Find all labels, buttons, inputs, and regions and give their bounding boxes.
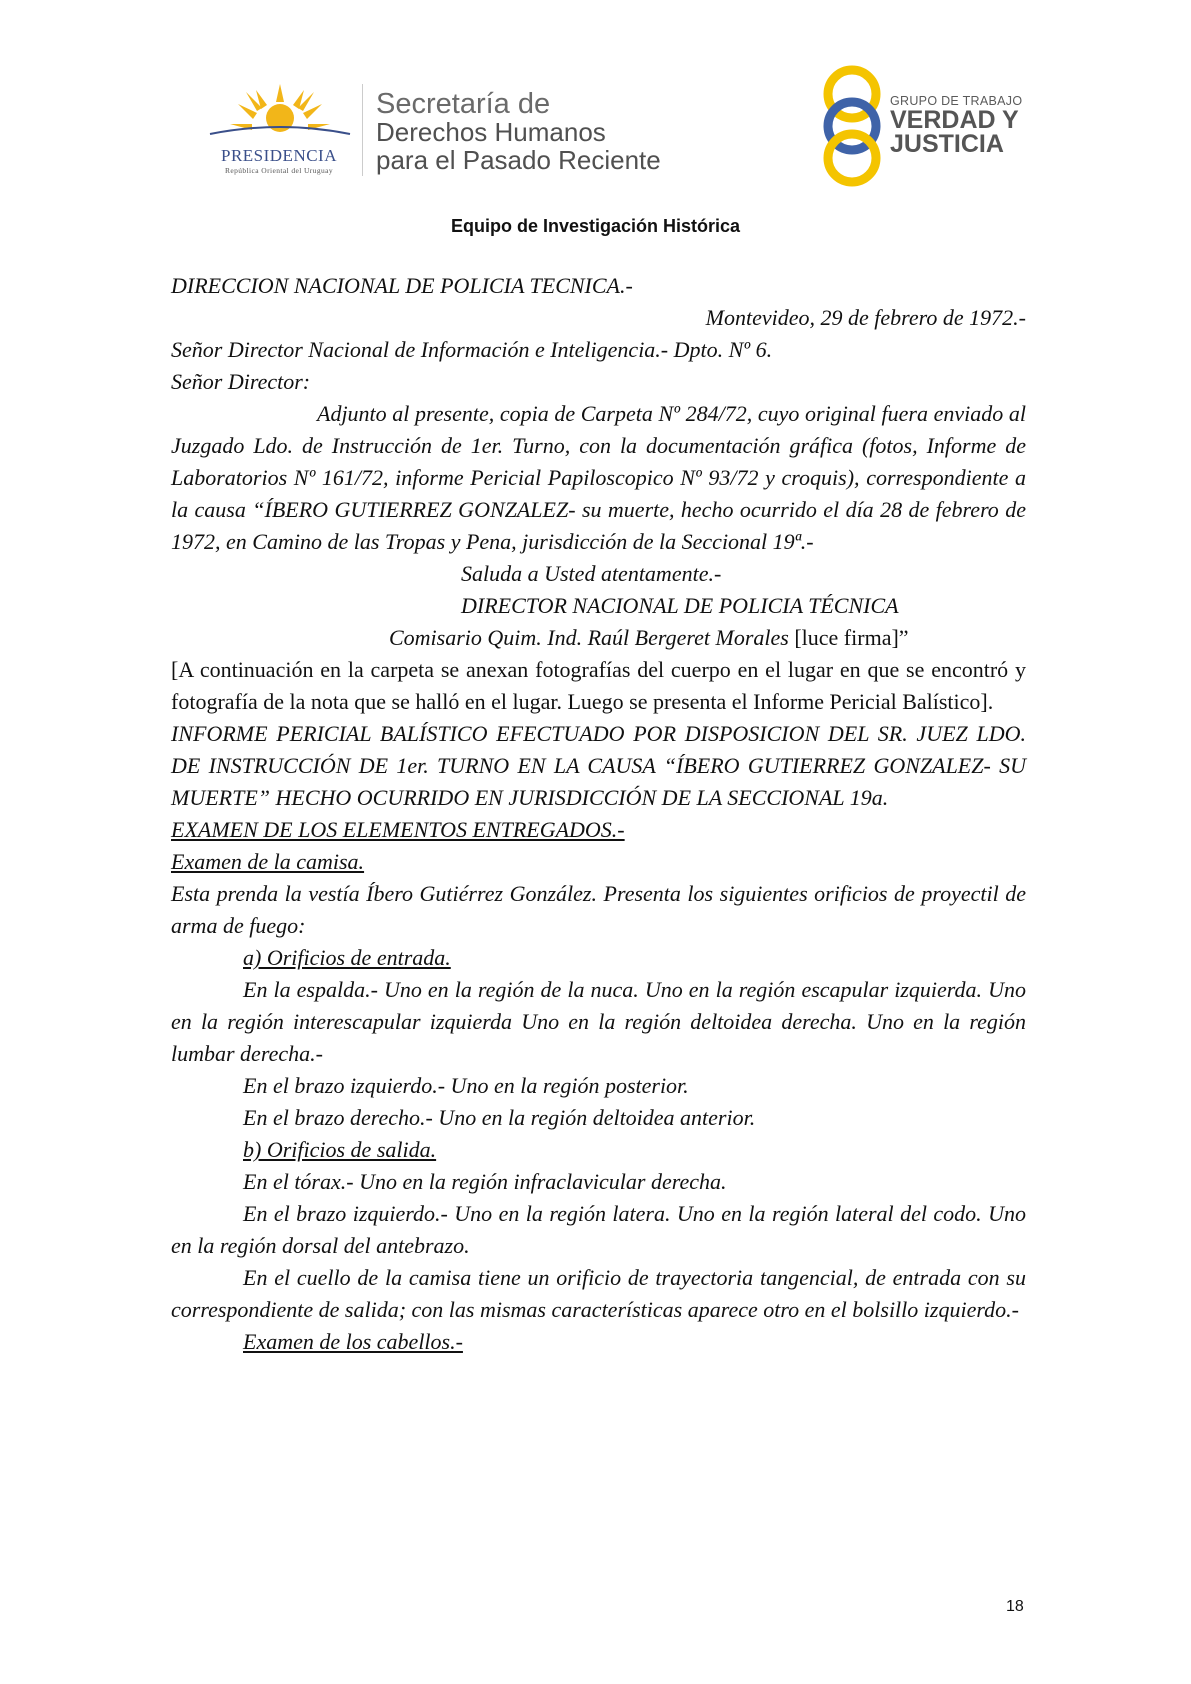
verdad-justicia-rings-logo — [812, 64, 892, 188]
doc-signature-note: [luce firma]” — [788, 625, 909, 650]
document-body — [171, 270, 1026, 1358]
verdad-justicia-logo-text — [890, 94, 1022, 156]
page-number: 18 — [1006, 1598, 1024, 1615]
logo-divider — [362, 84, 363, 176]
doc-section-heading: EXAMEN DE LOS ELEMENTOS ENTREGADOS.- — [171, 817, 625, 842]
doc-signer-title: DIRECTOR NACIONAL DE POLICIA TÉCNICA — [461, 593, 899, 618]
doc-paragraph: En el tórax.- Uno en la región infraclavicular derecha. — [243, 1169, 727, 1194]
gtvj-line-2: JUSTICIA — [890, 130, 1004, 158]
doc-signer-name: Comisario Quim. Ind. Raúl Bergeret Morales — [389, 625, 789, 650]
doc-paragraph: En el brazo izquierdo.- Uno en la región posterior. — [243, 1073, 689, 1098]
doc-paragraph: Esta prenda la vestía Íbero Gutiérrez González. Presenta los siguientes orificios de proyectil de arma de fuego: — [171, 881, 1026, 938]
doc-list-heading: a) Orificios de entrada. — [243, 945, 451, 970]
doc-editor-note: [A continuación en la carpeta se anexan fotografías del cuerpo en el lugar en que se encontró y fotografía de la nota que se halló en el lugar. Luego se presenta el Informe Pericial Balístico]. — [171, 657, 1026, 714]
doc-addressee: Señor Director Nacional de Información e Inteligencia.- Dpto. Nº 6. — [171, 337, 773, 362]
team-title: Equipo de Investigación Histórica — [450, 216, 741, 236]
doc-paragraph: En el cuello de la camisa tiene un orificio de trayectoria tangencial, de entrada con su correspondiente de salida; con las mismas características aparece otro en el bolsillo izquierdo.- — [171, 1265, 1026, 1322]
secretaria-line-3: para el Pasado Reciente — [376, 145, 661, 175]
page-header — [0, 0, 1191, 200]
doc-report-title: INFORME PERICIAL BALÍSTICO EFECTUADO POR DISPOSICION DEL SR. JUEZ LDO. DE INSTRUCCIÓN DE 1er. TURNO EN LA CAUSA “ÍBERO GUTIERREZ GONZALEZ- SU MUERTE” HECHO OCURRIDO EN JURISDICCIÓN DE LA SECCIONAL 19a. — [171, 721, 1026, 810]
doc-paragraph: Adjunto al presente, copia de Carpeta Nº 284/72, cuyo original fuera enviado al Juzgado Ldo. de Instrucción de 1er. Turno, con la documentación gráfica (fotos, Informe de Laboratorios Nº 161/72, informe Pericial Papiloscopico Nº 93/72 y croquis), correspondiente a la causa “ÍBERO GUTIERREZ GONZALEZ- su muerte, hecho ocurrido el día 28 de febrero de 1972, en Camino de las Tropas y Pena, jurisdicción de la Seccional 19ª.- — [171, 401, 1026, 554]
doc-list-heading: b) Orificios de salida. — [243, 1137, 437, 1162]
presidencia-subtitle: República Oriental del Uruguay — [224, 166, 333, 175]
doc-paragraph: En el brazo izquierdo.- Uno en la región latera. Uno en la región lateral del codo. Uno en la región dorsal del antebrazo. — [171, 1201, 1026, 1258]
secretaria-line-1: Secretaría de — [376, 88, 551, 120]
doc-subsection-heading: Examen de la camisa. — [171, 849, 365, 874]
gtvj-line-1: VERDAD Y — [890, 106, 1019, 134]
doc-date: Montevideo, 29 de febrero de 1972.- — [705, 305, 1026, 330]
doc-salutation: Señor Director: — [171, 369, 311, 394]
secretaria-logo-text — [376, 90, 661, 174]
doc-subsection-heading: Examen de los cabellos.- — [243, 1329, 463, 1354]
doc-paragraph: En la espalda.- Uno en la región de la nuca. Uno en la región escapular izquierda. Uno en la región interescapular izquierda Uno en la región deltoidea derecha. Uno en la región lumbar derecha.- — [171, 977, 1026, 1066]
doc-heading: DIRECCION NACIONAL DE POLICIA TECNICA.- — [171, 273, 633, 298]
doc-closing: Saluda a Usted atentamente.- — [461, 561, 722, 586]
secretaria-line-2: Derechos Humanos — [376, 117, 606, 147]
doc-paragraph: En el brazo derecho.- Uno en la región deltoidea anterior. — [243, 1105, 756, 1130]
doc-signature — [171, 622, 1026, 654]
gtvj-small: GRUPO DE TRABAJO — [890, 94, 1023, 108]
presidencia-label: PRESIDENCIA — [220, 146, 337, 165]
